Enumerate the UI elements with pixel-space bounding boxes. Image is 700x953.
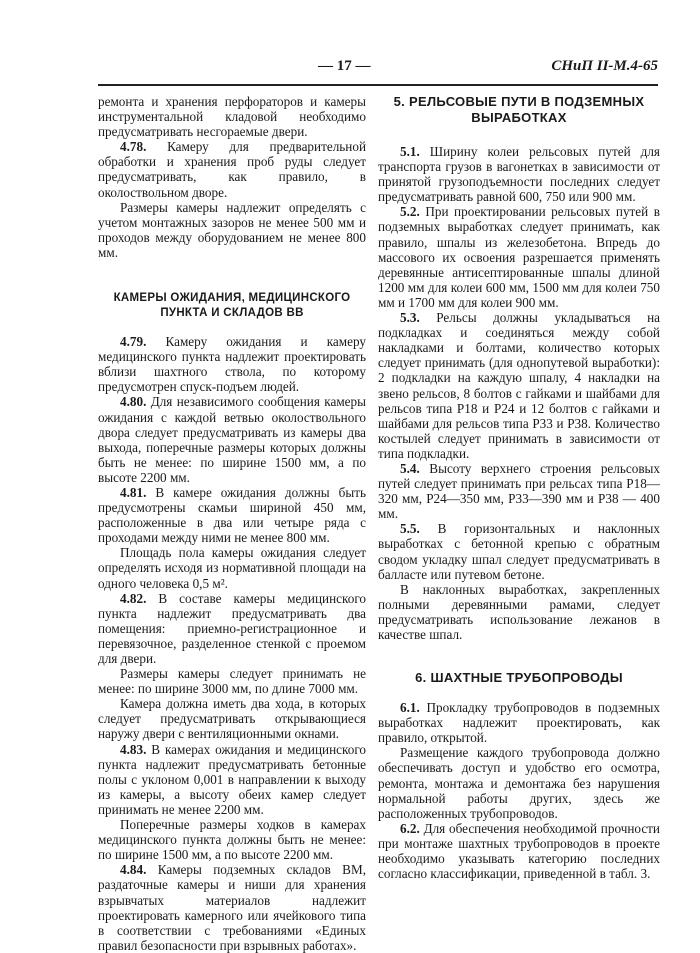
clause-text: Ширину колеи рельсовых путей для транспорта грузов в вагонетках в зависимости от принятой грузоподъемности последних следует предусматривать равной 600, 750 или 900 мм.: [378, 144, 660, 205]
clause-text: Высоту верхнего строения рельсовых путей следует принимать при рельсах типа Р18—320 мм, Р24—350 мм, Р33—390 мм и Р38 — 400 мм.: [378, 460, 660, 522]
clause-text: Камеру ожидания и камеру медицинского пункта надлежит проектировать вблизи шахтного ствола, по которому предусмотрен спуск-подъем людей.: [98, 334, 366, 395]
paragraph-5-5: [378, 521, 660, 581]
paragraph: В наклонных выработках, закрепленных полными деревянными рамами, следует предусматривать использование лежанов в качестве шпал.: [378, 581, 660, 642]
right-column: [378, 94, 660, 881]
left-column: [98, 94, 366, 953]
clause-number: 4.83.: [120, 741, 147, 757]
page-number: — 17 —: [318, 58, 371, 74]
paragraph-5-4: [378, 461, 660, 521]
section-heading-5: 5. РЕЛЬСОВЫЕ ПУТИ В ПОДЗЕМНЫХ ВЫРАБОТКАХ: [393, 94, 645, 125]
paragraph-6-1: [378, 700, 660, 745]
section-heading-chambers: КАМЕРЫ ОЖИДАНИЯ, МЕДИЦИНСКОГО ПУНКТА И СКЛАДОВ ВВ: [113, 292, 351, 320]
paragraph-4-80: [98, 394, 366, 485]
paragraph-5-3: [378, 310, 660, 461]
document-code: СНиП II-М.4-65: [551, 58, 658, 74]
clause-number: 4.79.: [120, 334, 147, 350]
clause-text: В горизонтальных и наклонных выработках с бетонной крепью с обратным сводом укладку шпал следует предусматривать в балласте или путевом бетоне.: [378, 521, 660, 582]
clause-number: 5.3.: [400, 310, 420, 326]
clause-text: Камеру для предварительной обработки и хранения проб руды следует предусматривать, как правило, в околоствольном дворе.: [98, 139, 366, 200]
paragraph: Размещение каждого трубопровода должно обеспечивать доступ и удобство его осмотра, ремонта, монтажа и демонтажа без нарушения нормальной работы других, здесь же расположенных трубопроводов.: [378, 745, 660, 821]
paragraph-4-84: [98, 862, 366, 953]
clause-number: 5.1.: [400, 144, 420, 159]
clause-number: 6.1.: [400, 700, 420, 716]
clause-number: 4.78.: [120, 139, 147, 155]
clause-text: В составе камеры медицинского пункта надлежит предусматривать два помещения: приемно-регистрационное и перевязочное, разделенное стенкой с проемом для двери.: [98, 590, 366, 666]
page-header: [98, 58, 658, 80]
clause-number: 4.82.: [120, 590, 147, 606]
clause-number: 4.81.: [120, 484, 147, 500]
paragraph-5-1: [378, 144, 660, 204]
paragraph-4-83: [98, 742, 366, 817]
clause-text: В камере ожидания должны быть предусмотрены скамьи шириной 450 мм, расположенные в два или четыре ряда с проходами между ними не менее 800 мм.: [98, 484, 366, 546]
paragraph: Размеры камеры надлежит определять с учетом монтажных зазоров не менее 500 мм и проходов между оборудованием не менее 800 мм.: [98, 199, 366, 260]
paragraph-4-79: [98, 334, 366, 394]
clause-text: Для обеспечения необходимой прочности при монтаже шахтных трубопроводов в проекте необходимо указывать категорию последних согласно классификации, приведенной в табл. 3.: [378, 820, 660, 882]
paragraph-5-2: [378, 204, 660, 310]
clause-number: 4.80.: [120, 394, 147, 410]
paragraph: Размеры камеры следует принимать не менее: по ширине 3000 мм, по длине 7000 мм.: [98, 666, 366, 697]
paragraph: ремонта и хранения перфораторов и камеры инструментальной кладовой необходимо предусматривать несгораемые двери.: [98, 94, 366, 140]
paragraph: Поперечные размеры ходков в камерах медицинского пункта должны быть не менее: по ширине 1500 мм, а по высоте 2200 мм.: [98, 817, 366, 863]
header-rule: [98, 84, 658, 86]
clause-number: 6.2.: [400, 820, 420, 836]
paragraph: Камера должна иметь два хода, в которых следует предусматривать открывающиеся наружу двери с вентиляционными окнами.: [98, 696, 366, 742]
clause-number: 4.84.: [120, 862, 147, 878]
clause-number: 5.2.: [400, 204, 420, 220]
clause-text: Рельсы должны укладываться на подкладках и соединяться между собой накладками и болтами, количество которых следует принимать (для однопутевой выработки): 2 подкладки на каждую шпалу, 4 накладки на звено рельсов, 8 болтов с гайками и шайбами для рельсов типа Р18 и Р24 и 12 болтов с гайками и шайбами для рельсов типа Р33 и Р38. Количество костылей следует принимать в зависимости от типа подкладки.: [378, 310, 660, 461]
paragraph-4-82: [98, 591, 366, 666]
clause-text: В камерах ожидания и медицинского пункта надлежит предусматривать бетонные полы с уклоном 0,001 в направлении к выходу из камеры, а высоту обеих камер следует принимать не менее 2200 мм.: [98, 741, 366, 817]
paragraph-6-2: [378, 821, 660, 881]
section-heading-6: 6. ШАХТНЫЕ ТРУБОПРОВОДЫ: [415, 670, 623, 686]
clause-text: При проектировании рельсовых путей в подземных выработках следует принимать, как правило, шпалы из железобетона. Впредь до массового их освоения разрешается применять деревянные антисептированные шпалы длиной 1200 мм для колеи 600 мм, 1500 мм для колеи 750 мм и 1700 мм для колеи 900 мм.: [378, 204, 660, 310]
clause-text: Камеры подземных складов ВМ, раздаточные камеры и ниши для хранения взрывчатых материалов надлежит проектировать камерного или ячейкового типа в соответствии с требованиями «Единых правил безопасности при взрывных работах».: [98, 862, 366, 953]
clause-text: Для независимого сообщения камеры ожидания с каждой ветвью околоствольного двора следует предусматривать из камеры два выхода, поперечные размеры которых должны быть не менее: по ширине 1500 мм, а по высоте 2200 мм.: [98, 394, 366, 485]
clause-text: Прокладку трубопроводов в подземных выработках надлежит проектировать, как правило, открытой.: [378, 700, 660, 746]
paragraph: Площадь пола камеры ожидания следует определять исходя из нормативной площади на одного человека 0,5 м².: [98, 545, 366, 591]
paragraph-4-78: [98, 139, 366, 199]
clause-number: 5.5.: [400, 521, 420, 537]
clause-number: 5.4.: [400, 460, 420, 476]
paragraph-4-81: [98, 485, 366, 545]
